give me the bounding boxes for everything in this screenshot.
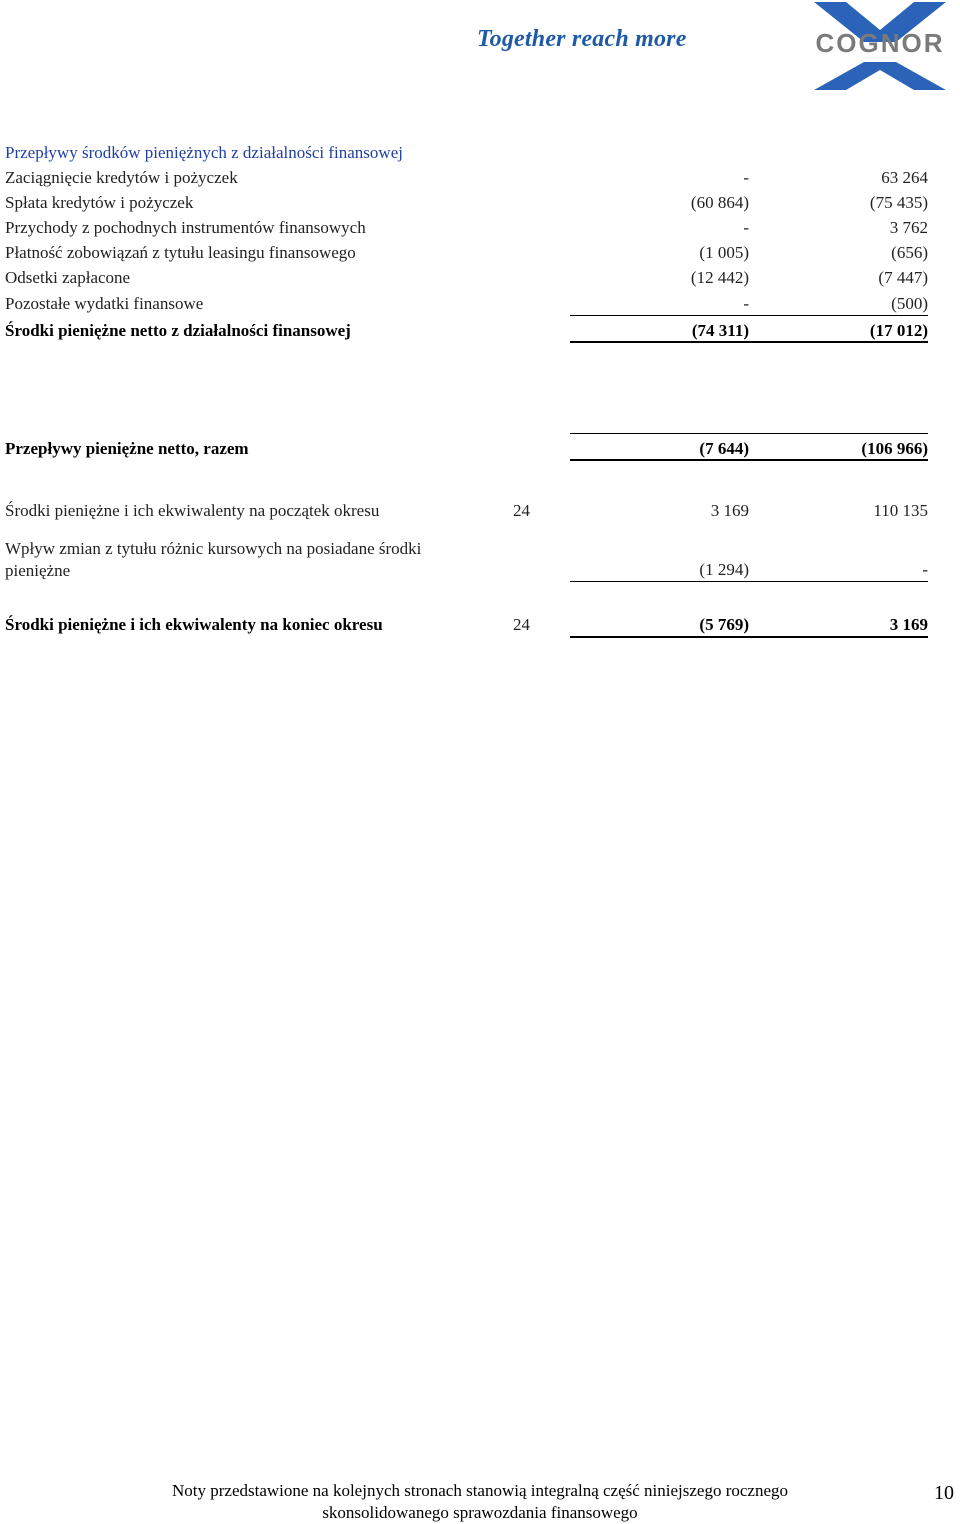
- tagline: Together reach more: [477, 26, 687, 52]
- cash-start-value-prior: 110 135: [873, 501, 928, 520]
- row-label: Przychody z pochodnych instrumentów finansowych: [5, 218, 366, 237]
- row-label: Spłata kredytów i pożyczek: [5, 193, 194, 212]
- row-value-prior: (7 447): [878, 268, 928, 287]
- row-value-current: (1 005): [699, 243, 749, 262]
- cash-start-note: 24: [513, 501, 530, 520]
- row-value-prior: 3 762: [889, 218, 928, 237]
- subtotal-rule: [570, 315, 928, 316]
- cash-start-row: [0, 501, 960, 523]
- row-value-current: -: [743, 294, 749, 313]
- cash-end-label: Środki pieniężne i ich ekwiwalenty na koniec okresu: [5, 615, 383, 634]
- row-value-prior: (656): [891, 243, 928, 262]
- cognor-logo: [800, 0, 960, 92]
- row-value-current: -: [743, 168, 749, 187]
- row-value-prior: (75 435): [869, 193, 928, 212]
- row-label: Pozostałe wydatki finansowe: [5, 294, 204, 313]
- subtotal-value-prior: (17 012): [869, 321, 928, 340]
- subtotal-row: [0, 321, 960, 343]
- footer-note: Noty przedstawione na kolejnych stronach stanowią integralną część niniejszego rocznego skonsolidowanego sprawozdania finansowego: [171, 1481, 789, 1522]
- table-row: [0, 193, 960, 215]
- cash-end-row: [0, 615, 960, 637]
- row-value-prior: 63 264: [881, 168, 928, 187]
- row-value-prior: (500): [891, 294, 928, 313]
- fx-effect-rule: [570, 581, 928, 582]
- fx-effect-row: [0, 560, 960, 582]
- row-value-current: (12 442): [690, 268, 749, 287]
- net-flows-value-prior: (106 966): [861, 439, 928, 458]
- row-value-current: -: [743, 218, 749, 237]
- fx-effect-value-prior: -: [922, 560, 928, 579]
- page-number: 10: [934, 1482, 954, 1504]
- row-label: Zaciągnięcie kredytów i pożyczek: [5, 168, 238, 187]
- subtotal-label: Środki pieniężne netto z działalności finansowej: [5, 321, 351, 340]
- table-row: [0, 243, 960, 265]
- cash-end-value-prior: 3 169: [889, 615, 928, 634]
- table-row: [0, 294, 960, 316]
- row-label: Płatność zobowiązań z tytułu leasingu finansowego: [5, 243, 356, 262]
- cash-end-value-current: (5 769): [699, 615, 749, 634]
- subtotal-value-current: (74 311): [691, 321, 749, 340]
- table-row: [0, 168, 960, 190]
- row-label: Odsetki zapłacone: [5, 268, 131, 287]
- net-flows-underline: [570, 459, 928, 461]
- net-flows-row: [0, 439, 960, 461]
- net-flows-value-current: (7 644): [699, 439, 749, 458]
- cash-end-note: 24: [513, 615, 530, 634]
- cash-start-label: Środki pieniężne i ich ekwiwalenty na początek okresu: [5, 501, 380, 520]
- net-flows-label: Przepływy pieniężne netto, razem: [5, 439, 249, 458]
- subtotal-underline: [570, 341, 928, 343]
- net-flows-rule: [570, 433, 928, 434]
- row-value-current: (60 864): [690, 193, 749, 212]
- logo-text: COGNOR: [815, 28, 945, 58]
- cash-end-underline: [570, 636, 928, 638]
- fx-effect-label: Wpływ zmian z tytułu różnic kursowych na posiadane środki pieniężne: [5, 539, 422, 580]
- cash-start-value-current: 3 169: [710, 501, 749, 520]
- table-row: [0, 218, 960, 240]
- table-row: [0, 268, 960, 290]
- fx-effect-value-current: (1 294): [699, 560, 749, 579]
- section-title: Przepływy środków pieniężnych z działalności finansowej: [5, 143, 403, 162]
